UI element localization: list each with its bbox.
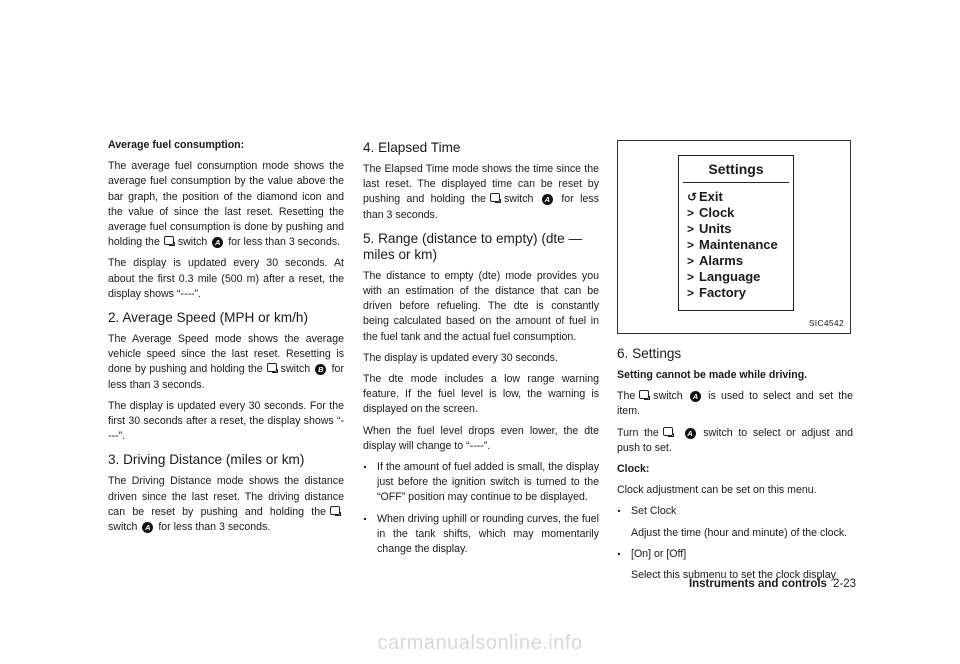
- avg-fuel-paragraph: The average fuel consumption mode shows the average fuel consumption by the value above the bar graph, the position of the diamond icon and the value of since the last reset. Resetting the average fuel consumption is done by pushing and holding the switch A for less than 3 seconds.: [108, 160, 344, 249]
- marker-a-icon: A: [212, 237, 223, 248]
- clock-paragraph: Clock adjustment can be set on this menu.: [617, 484, 817, 497]
- clock-label: Clock:: [617, 463, 650, 476]
- list-item: . If the amount of fuel added is small, the display just before the ignition switch is turned to the “OFF” position may continue to be displayed.: [363, 460, 599, 506]
- list-item: . [On] or [Off]: [617, 547, 853, 562]
- chevron-right-icon: >: [687, 254, 695, 268]
- page-number: 2-23: [832, 578, 856, 590]
- heading-settings: 6. Settings: [617, 346, 682, 361]
- column-middle: [363, 140, 599, 563]
- chevron-right-icon: >: [687, 270, 695, 284]
- dte-paragraph-1: The distance to empty (dte) mode provides you with an estimation of the distance that can be driven before refueling. The dte is constantly being calculated based on the amount of fuel in the fuel tank and the actual fuel consumption.: [363, 269, 599, 343]
- dte-paragraph-4: When the fuel level drops even lower, the dte display will change to “----”.: [363, 424, 599, 452]
- clock-bullet-list: [617, 504, 853, 519]
- marker-a-icon: A: [685, 428, 696, 439]
- menu-item-clock: > Clock: [687, 205, 735, 220]
- on-off-description: Select this submenu to set the clock display: [631, 569, 836, 582]
- steering-switch-icon: [266, 362, 278, 373]
- screen-divider: [683, 182, 789, 183]
- return-icon: ↺: [687, 190, 698, 204]
- column-left: [108, 138, 344, 541]
- heading-elapsed-time: 4. Elapsed Time: [363, 140, 461, 155]
- chevron-right-icon: >: [687, 206, 695, 220]
- page-footer: [689, 578, 856, 590]
- dte-bullet-list: [363, 460, 599, 557]
- marker-a-icon: A: [542, 194, 553, 205]
- steering-switch-icon: [163, 235, 175, 246]
- avg-speed-update-paragraph: The display is updated every 30 seconds. For the first 30 seconds after a reset, the display shows “----”.: [108, 399, 344, 443]
- heading-average-speed: 2. Average Speed (MPH or km/h): [108, 310, 308, 326]
- menu-item-units: > Units: [687, 221, 732, 236]
- figure-code: SIC4542: [808, 317, 844, 328]
- settings-figure: [617, 140, 851, 334]
- steering-switch-icon: [329, 505, 341, 516]
- settings-paragraph-2: Turn the A switch to select or adjust and push to set.: [617, 426, 853, 454]
- dte-paragraph-2: The display is updated every 30 seconds.: [363, 351, 558, 364]
- marker-b-icon: B: [315, 364, 326, 375]
- avg-speed-paragraph: The Average Speed mode shows the average vehicle speed since the last reset. Resetting is done by pushing and holding the switch B for less than 3 seconds.: [108, 333, 344, 391]
- chevron-right-icon: >: [687, 222, 695, 236]
- column-right: [617, 140, 853, 589]
- menu-item-factory: > Factory: [687, 285, 746, 300]
- menu-item-language: > Language: [687, 269, 761, 284]
- steering-switch-icon: [638, 389, 650, 400]
- marker-a-icon: A: [142, 522, 153, 533]
- list-item: . When driving uphill or rounding curves, the fuel in the tank shifts, which may momentarily change the display.: [363, 512, 599, 558]
- settings-paragraph-1: The switch A is used to select and set the item.: [617, 390, 853, 418]
- settings-warning: Setting cannot be made while driving.: [617, 369, 808, 381]
- menu-item-maintenance: > Maintenance: [687, 237, 778, 252]
- dte-paragraph-3: The dte mode includes a low range warning feature. If the fuel level is low, the warning is displayed on the screen.: [363, 373, 599, 416]
- steering-switch-icon: [662, 426, 674, 437]
- settings-screen: [678, 155, 794, 311]
- watermark: carmanualsonline.info: [377, 632, 583, 654]
- screen-title: Settings: [708, 161, 764, 177]
- heading-dte: 5. Range (distance to empty) (dte — miles or km): [363, 230, 583, 262]
- driving-distance-paragraph: The Driving Distance mode shows the distance driven since the last reset. The driving distance can be reset by pushing and holding the switch A for less than 3 seconds.: [108, 475, 344, 534]
- clock-bullet-list-2: [617, 547, 853, 562]
- steering-switch-icon: [489, 192, 501, 203]
- elapsed-paragraph: The Elapsed Time mode shows the time since the last reset. The displayed time can be reset by pushing and holding the switch A for less than 3 seconds.: [363, 163, 599, 221]
- chevron-right-icon: >: [687, 238, 695, 252]
- heading-driving-distance: 3. Driving Distance (miles or km): [108, 452, 305, 468]
- avg-fuel-label: Average fuel consumption:: [108, 139, 245, 151]
- list-item: . Set Clock: [617, 504, 853, 519]
- avg-fuel-update-paragraph: The display is updated every 30 seconds. At about the first 0.3 mile (500 m) after a reset, the display shows “----”.: [108, 257, 344, 300]
- footer-section: Instruments and controls: [688, 578, 827, 590]
- set-clock-description: Adjust the time (hour and minute) of the clock.: [631, 526, 848, 539]
- chevron-right-icon: >: [687, 286, 695, 300]
- menu-item-alarms: > Alarms: [687, 253, 744, 268]
- menu-item-exit: ↺ Exit: [687, 189, 723, 204]
- marker-a-icon: A: [690, 391, 701, 402]
